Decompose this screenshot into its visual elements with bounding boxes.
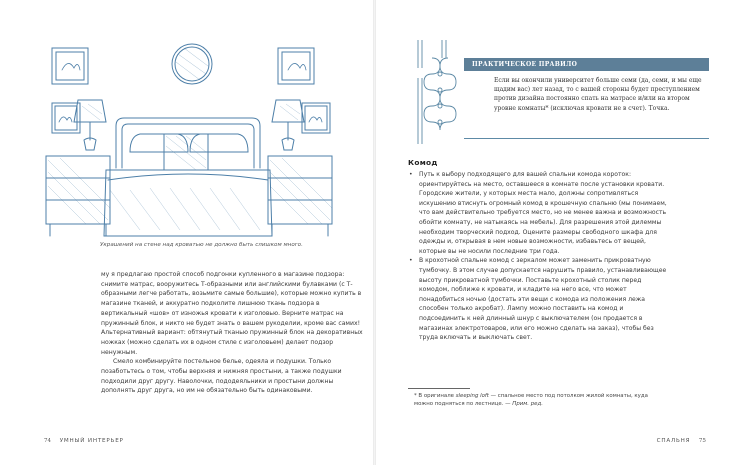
bullet-list (408, 170, 668, 343)
left-paragraph-2: Смело комбинируйте постельное белье, одеяла и подушки. Только позаботьтесь о том, чтобы верхняя и нижняя простыни, а также подушки подходили друг другу. Наволочки, пододеяльники и простыни должны дополнять друг друга, но им не обязательно быть одинаковыми. (101, 358, 342, 395)
list-item: • Путь к выбору подходящего для вашей спальни комода короток: ориентируйтесь на место, оставшееся в комнате после установки кровати. Городские жители, у которых места мало, должны сопротивляться искушению втиснуть огромный комод в крошечную спальню (мы понимаем, что вам действительно требуется место, но не менее важна и возможность обойти комнату, не натыкаясь на мебель). Для разрешения этой дилеммы необходим творческий подход. Оцените размеры свободного шкафа для одежды и, открывая в нем новые возможности, избавьтесь от вещей, которые вы не носили последние три года. (408, 170, 668, 256)
footnote-prefix: * В оригинале (414, 393, 454, 399)
right-running-footer (657, 438, 712, 444)
footnote-editor: Прим. ред. (512, 401, 543, 407)
left-page-number: 74 (44, 438, 52, 444)
right-page (376, 0, 750, 465)
illustration-caption: Украшений на стене над кроватью не должно быть слишком много. (100, 242, 303, 248)
section-title: Комод (408, 158, 438, 167)
left-running-footer (38, 438, 124, 444)
list-item: • В крохотной спальне комод с зеркалом может заменить прикроватную тумбочку. В этом случае допускается нарушить правило, устанавливающее высоту прикроватной тумбочки. Поставьте крохотный столик перед комодом, поближе к кровати, и кладите на него все, что может понадобиться ночью (достать эти вещи с комода из положения лежа способен только акробат). Лампу можно поставить на комод и подсоединить к ней длинный шнур с выключателем (он продается в магазинах электротоваров, или его можно сделать на заказ), чтобы без труда включать и выключать свет. (408, 256, 668, 342)
footnote-body: — спальное место под потолком жилой комнаты, куда можно подняться по лестнице. — (414, 393, 648, 407)
footnote-term: sleeping loft (455, 393, 489, 399)
left-page (0, 0, 374, 465)
practical-rule-text: Если вы окончили университет больше семи (да, семи, и мы еще щадим вас) лет назад, то с вашей стороны будет преступлением против дизайна постоянно спать на матрасе и/или на втором уровне комнаты* (исключая кровати не в счет). Точка. (494, 77, 702, 112)
right-page-number: 75 (698, 438, 706, 444)
lattice-ornament-icon (412, 38, 464, 148)
left-body-text (101, 270, 363, 396)
footnote (414, 392, 664, 408)
footnote-divider (408, 388, 470, 389)
right-running-title: СПАЛЬНЯ (656, 438, 691, 444)
bedroom-sketch-illustration (40, 40, 360, 240)
practical-rule-header: ПРАКТИЧЕСКОЕ ПРАВИЛО (464, 58, 709, 71)
left-running-title: УМНЫЙ ИНТЕРЬЕР (59, 438, 124, 444)
left-paragraph-1: му я предлагаю простой способ подгонки купленного в магазине подзора: снимите матрас, вооружитесь Т-образными или английскими булавками (с Т-образными легче работать, возьмите самые большие), которые можно купить в магазине тканей, и аккуратно подколите лишнюю ткань подзора в вертикальный «шов» от изножья кровати к изголовью. Верните матрас на пружинный блок, и никто не будет знать о вашем рукоделии, кроме вас самих! Альтернативный вариант: обтянутый тканью пружинный блок на декоративных ножках (можно сделать их в одном стиле с изголовьем) делает подзор ненужным. (101, 271, 363, 356)
practical-rule-box (464, 58, 709, 139)
